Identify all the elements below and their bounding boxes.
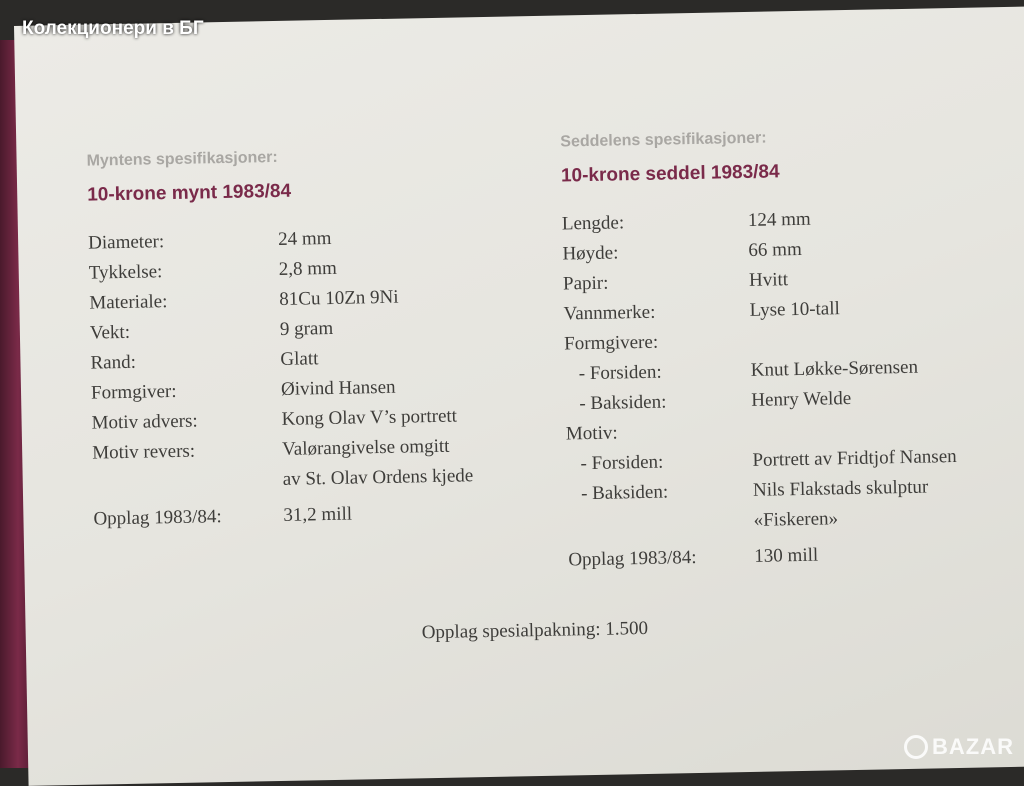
spec-key: - Baksiden: — [580, 481, 669, 505]
spec-key — [93, 465, 284, 499]
note-specs-title: Seddelens spesifikasjoner: — [560, 129, 767, 151]
spec-key: Motiv advers: — [91, 410, 198, 434]
spec-key: Lengde: — [561, 212, 625, 235]
logo-ring-icon — [904, 735, 928, 759]
spec-key: Vannmerke: — [563, 301, 656, 325]
spec-value: 24 mm — [277, 227, 332, 250]
spec-value: av St. Olav Ordens kjede — [282, 465, 474, 490]
logo-text: BAZAR — [932, 734, 1014, 759]
spec-value: Lyse 10-tall — [749, 298, 841, 321]
special-pack-issue: Opplag spesialpakning: 1.500 — [421, 617, 649, 644]
spec-value: 2,8 mm — [278, 257, 337, 280]
spec-value: Valørangivelse omgitt — [281, 435, 450, 460]
spec-value: Kong Olav V’s portrett — [281, 405, 458, 430]
spec-value: Portrett av Fridtjof Nansen — [752, 445, 957, 471]
note-issue-row — [568, 536, 1024, 575]
coin-specs — [86, 144, 533, 534]
spec-value: Nils Flakstads skulptur — [752, 476, 929, 501]
spec-key: Papir: — [562, 272, 609, 295]
spec-key: Opplag 1983/84: — [93, 506, 222, 530]
note-specs-subtitle: 10-krone seddel 1983/84 — [560, 161, 780, 187]
spec-key: Opplag 1983/84: — [568, 546, 697, 571]
watermark-text: Колекционери в БГ — [22, 18, 204, 39]
spec-key: Motiv: — [565, 422, 618, 445]
spec-value: Øivind Hansen — [280, 376, 396, 400]
spec-value: Knut Løkke-Sørensen — [750, 356, 919, 381]
spec-value: 130 mill — [754, 544, 819, 567]
spec-value: 81Cu 10Zn 9Ni — [279, 286, 399, 310]
spec-value: 31,2 mill — [283, 503, 353, 526]
spec-value: 66 mm — [748, 238, 802, 261]
spec-key: Vekt: — [89, 321, 131, 344]
spec-value: «Fiskeren» — [753, 508, 839, 531]
spec-key: - Baksiden: — [579, 391, 667, 415]
spec-key: Materiale: — [89, 291, 168, 314]
spec-value: Hvitt — [748, 269, 789, 291]
note-specs — [560, 125, 1024, 576]
spec-key: - Forsiden: — [578, 361, 662, 385]
spec-value: Henry Welde — [751, 387, 852, 411]
coin-issue-row — [93, 496, 533, 534]
spec-key: Formgiver: — [90, 380, 177, 404]
spec-key: Tykkelse: — [88, 261, 163, 284]
coin-specs-subtitle: 10-krone mynt 1983/84 — [87, 180, 292, 206]
spec-value: 124 mm — [747, 208, 811, 231]
spec-card — [14, 6, 1024, 785]
spec-key: Motiv revers: — [92, 440, 196, 464]
bazar-logo — [904, 734, 1014, 760]
spec-value: Glatt — [280, 348, 319, 370]
spec-key: Diameter: — [87, 231, 165, 254]
spec-key — [567, 506, 754, 540]
spec-value: 9 gram — [279, 317, 334, 340]
spec-key: Høyde: — [562, 242, 619, 265]
coin-specs-title: Myntens spesifikasjoner: — [86, 148, 278, 170]
spec-key: Formgivere: — [564, 331, 659, 355]
spec-key: - Forsiden: — [580, 451, 664, 475]
spec-key: Rand: — [90, 351, 137, 374]
